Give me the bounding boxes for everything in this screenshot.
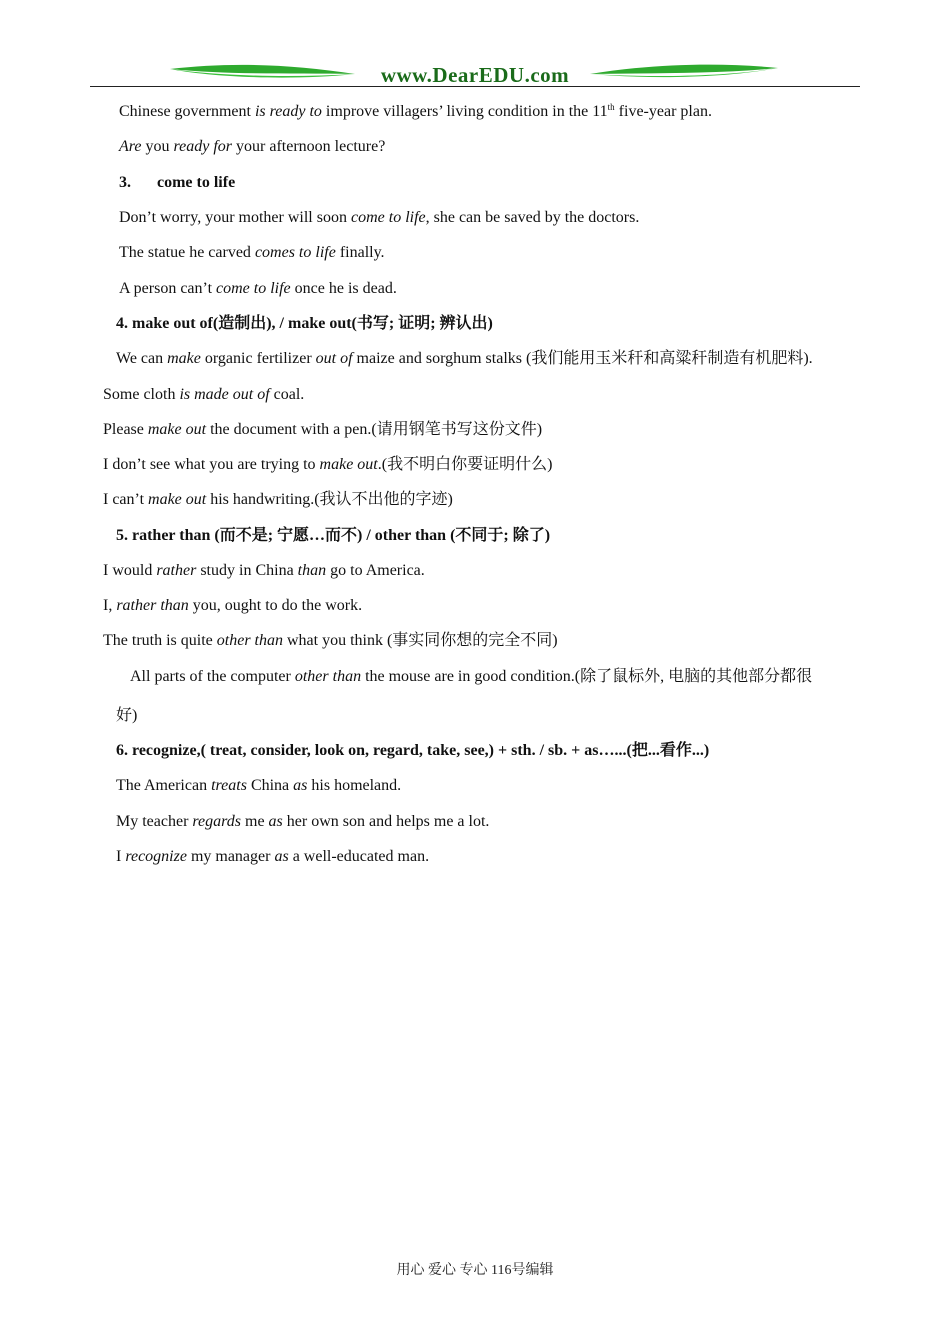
example-make-out-3: I can’t make out his handwriting.(我认不出他的字迹): [103, 491, 453, 508]
site-logo-text: www.DearEDU.com: [380, 63, 570, 87]
page-footer: 用心 爱心 专心 116号编辑: [396, 1263, 554, 1278]
page-header: [90, 60, 860, 90]
example-make-out-of-1: We can make organic fertilizer out of maize and sorghum stalks (我们能用玉米秆和高粱秆制造有机肥料).: [116, 350, 813, 367]
section-heading-5: 5. rather than (而不是; 宁愿…而不) / other than (不同于; 除了): [116, 527, 551, 544]
example-recognize-as: I recognize my manager as a well-educated man.: [116, 848, 430, 865]
example-ready-to: Chinese government is ready to improve villagers’ living condition in the 11th five-year plan.: [119, 102, 712, 120]
example-regard-as: My teacher regards me as her own son and helps me a lot.: [116, 813, 490, 830]
example-other-than-2: All parts of the computer other than the mouse are in good condition.(除了鼠标外, 电脑的其他部分都很: [130, 668, 813, 685]
example-make-out-1: Please make out the document with a pen.(请用钢笔书写这份文件): [103, 421, 543, 438]
example-other-than-1: The truth is quite other than what you think (事实同你想的完全不同): [103, 632, 558, 649]
example-make-out-2: I don’t see what you are trying to make out.(我不明白你要证明什么): [103, 456, 553, 473]
example-come-to-life-1: Don’t worry, your mother will soon come to life, she can be saved by the doctors.: [119, 209, 640, 226]
example-ready-for: Are you ready for your afternoon lecture?: [119, 138, 386, 155]
example-come-to-life-2: The statue he carved comes to life finally.: [119, 244, 385, 261]
example-treat-as: The American treats China as his homeland.: [116, 777, 402, 794]
example-make-out-of-2: Some cloth is made out of coal.: [103, 386, 305, 403]
example-rather-than-1: I would rather study in China than go to America.: [103, 562, 425, 579]
section-heading-3: 3. come to life: [119, 174, 236, 191]
example-rather-than-2: I, rather than you, ought to do the work.: [103, 597, 363, 614]
section-heading-4: 4. make out of(造制出), / make out(书写; 证明; 辨认出): [116, 315, 493, 332]
example-other-than-2-continued: 好): [116, 707, 138, 724]
section-heading-6: 6. recognize,( treat, consider, look on, regard, take, see,) + sth. / sb. + as…...(把...看作...): [116, 742, 710, 759]
example-come-to-life-3: A person can’t come to life once he is dead.: [119, 280, 397, 297]
header-rule: [90, 86, 860, 87]
